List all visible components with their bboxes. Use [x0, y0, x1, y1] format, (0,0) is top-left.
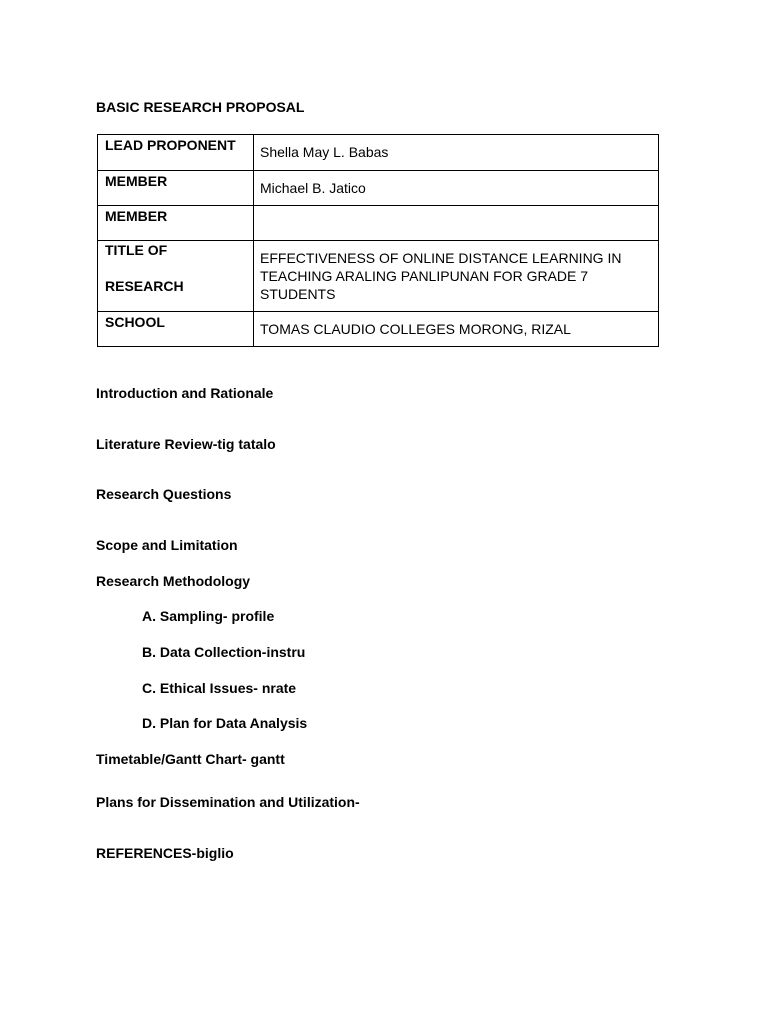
lead-proponent-label: LEAD PROPONENT: [98, 135, 254, 171]
section-research-questions: Research Questions: [96, 486, 232, 502]
table-row-member-2: [98, 206, 659, 241]
member-1-label: MEMBER: [98, 171, 254, 206]
methodology-item-c: C. Ethical Issues- nrate: [142, 680, 297, 696]
section-introduction: Introduction and Rationale: [96, 385, 274, 401]
school-value: TOMAS CLAUDIO COLLEGES MORONG, RIZAL: [254, 312, 659, 347]
table-row-lead-proponent: [98, 135, 659, 171]
proposal-info-table: [97, 134, 659, 347]
research-title-label-line-1: TITLE OF: [105, 242, 168, 258]
research-title-label-line-2: RESEARCH: [105, 278, 184, 294]
member-2-value: [254, 206, 659, 241]
research-title-value: EFFECTIVENESS OF ONLINE DISTANCE LEARNING IN TEACHING ARALING PANLIPUNAN FOR GRADE 7 STUDENTS: [254, 241, 659, 312]
label-spacer: [105, 259, 247, 277]
section-research-methodology: Research Methodology: [96, 573, 251, 589]
school-label: SCHOOL: [98, 312, 254, 347]
section-timetable: Timetable/Gantt Chart- gantt: [96, 751, 285, 767]
methodology-item-d: D. Plan for Data Analysis: [142, 715, 308, 731]
section-references: REFERENCES-biglio: [96, 845, 234, 861]
methodology-item-a: A. Sampling- profile: [142, 608, 275, 624]
member-2-label: MEMBER: [98, 206, 254, 241]
table-row-school: [98, 312, 659, 347]
methodology-item-b: B. Data Collection-instru: [142, 644, 306, 660]
lead-proponent-value: Shella May L. Babas: [254, 135, 659, 171]
research-title-label: [98, 241, 254, 312]
section-literature-review: Literature Review-tig tatalo: [96, 436, 276, 452]
document-title: BASIC RESEARCH PROPOSAL: [96, 99, 305, 115]
member-1-value: Michael B. Jatico: [254, 171, 659, 206]
section-scope-limitation: Scope and Limitation: [96, 537, 238, 553]
table-row-member-1: [98, 171, 659, 206]
section-dissemination: Plans for Dissemination and Utilization-: [96, 794, 360, 810]
table-row-title: [98, 241, 659, 312]
